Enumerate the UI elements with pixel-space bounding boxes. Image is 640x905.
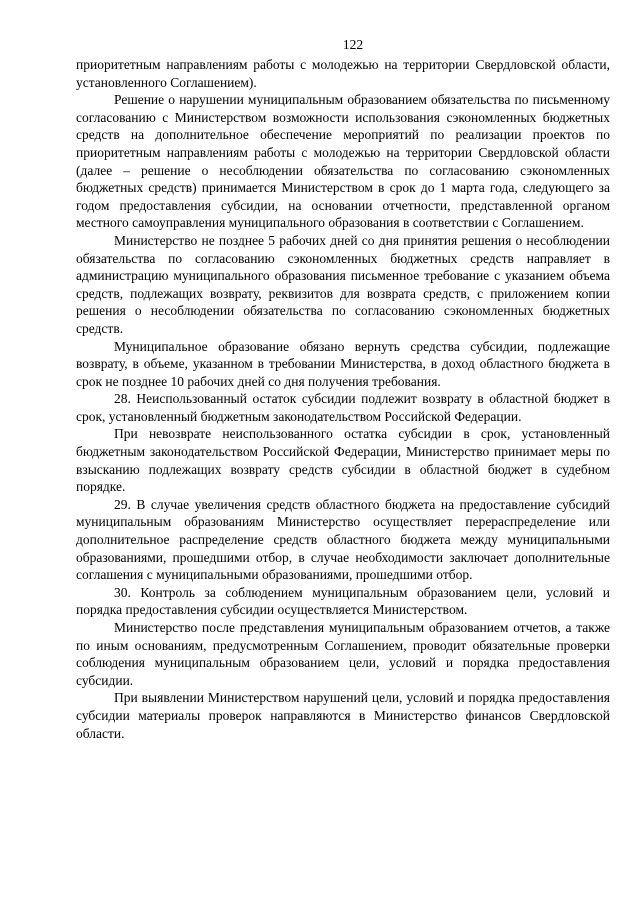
paragraph-non-return: При невозврате неиспользованного остатка субсидии в срок, установленный бюджетным законодательством Российской Федерации, Министерство принимает меры по взысканию подлежащих возврату средств субсидии в областной бюджет в судебном порядке. xyxy=(76,426,610,495)
paragraph-return-obligation: Муниципальное образование обязано вернуть средства субсидии, подлежащие возврату, в объеме, указанном в требовании Министерства, в доход областного бюджета в срок не позднее 10 рабочих дней со дня получения требования. xyxy=(76,338,610,389)
paragraph-inspections: Министерство после представления муниципальным образованием отчетов, а также по иным основаниям, предусмотренным Соглашением, проводит обязательные проверки соблюдения муниципальным образованием цели, условий и порядка предоставления субсидии. xyxy=(76,620,610,688)
paragraph-continuation: приоритетным направлениям работы с молодежью на территории Свердловской области, установленного Соглашением). xyxy=(76,57,610,90)
document-body xyxy=(76,56,610,742)
paragraph-ministry-requirement: Министерство не позднее 5 рабочих дней со дня принятия решения о несоблюдении обязательства по согласованию сэкономленных бюджетных средств направляет в администрацию муниципального образования письменное требование с указанием объема средств, подлежащих возврату, реквизитов для возврата средств, с приложением копии решения о несоблюдении обязательства по согласованию сэкономленных бюджетных средств. xyxy=(76,232,610,336)
paragraph-violations-found: При выявлении Министерством нарушений цели, условий и порядка предоставления субсидии материалы проверок направляются в Министерство финансов Свердловской области. xyxy=(76,690,610,741)
paragraph-item-28: 28. Неиспользованный остаток субсидии подлежит возврату в областной бюджет в срок, установленный бюджетным законодательством Российской Федерации. xyxy=(76,391,610,424)
page-number: 122 xyxy=(342,37,364,52)
paragraph-violation-decision: Решение о нарушении муниципальным образованием обязательства по письменному согласованию с Министерством возможности использования сэкономленных бюджетных средств на дополнительное обеспечение мероприятий по реализации проектов по приоритетным направлениям работы с молодежью на территории Свердловской области (далее – решение о несоблюдении обязательства по согласованию сэкономленных бюджетных средств) принимается Министерством в срок до 1 марта года, следующего за годом предоставления субсидии, на основании отчетности, представленной органом местного самоуправления муниципального образования в соответствии с Соглашением. xyxy=(76,92,610,231)
paragraph-item-30: 30. Контроль за соблюдением муниципальным образованием цели, условий и порядка предоставления субсидии осуществляется Министерством. xyxy=(76,584,610,618)
paragraph-item-29: 29. В случае увеличения средств областного бюджета на предоставление субсидий муниципальным образованиям Министерство осуществляет перераспределение или дополнительное распределение средств областного бюджета между муниципальными образованиями, прошедшими отбор, в случае необходимости заключает дополнительные соглашения с муниципальными образованиями, прошедшими отбор. xyxy=(76,496,610,583)
